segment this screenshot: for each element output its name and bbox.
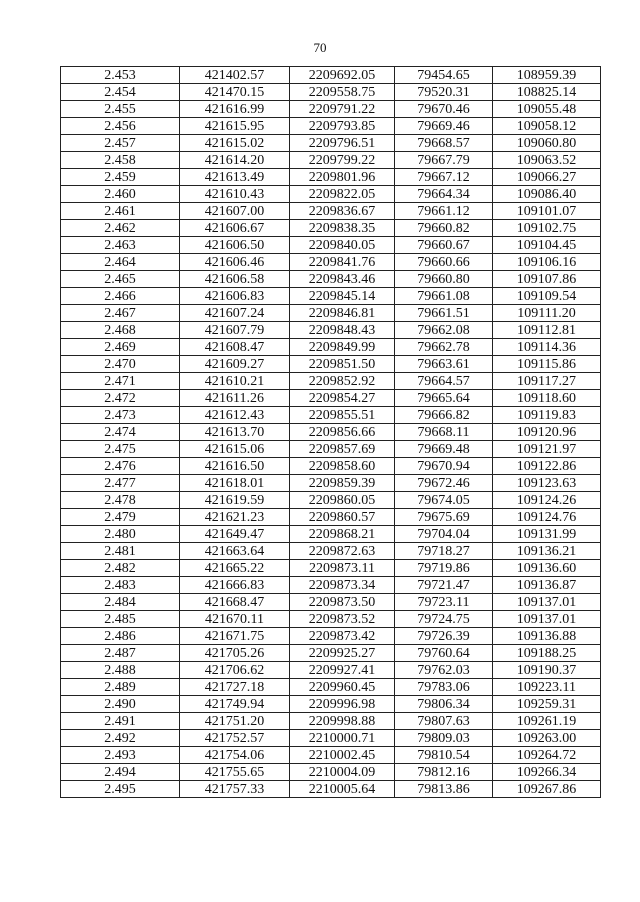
local-y-cell: 109118.60 <box>493 390 601 407</box>
local-x-cell: 79666.82 <box>395 407 493 424</box>
point-id-cell: 2.454 <box>61 84 180 101</box>
local-x-cell: 79661.51 <box>395 305 493 322</box>
table-row <box>61 220 601 237</box>
point-id-cell: 2.457 <box>61 135 180 152</box>
x-coordinate-cell: 421618.01 <box>180 475 290 492</box>
local-y-cell: 108959.39 <box>493 67 601 84</box>
x-coordinate-cell: 421663.64 <box>180 543 290 560</box>
point-id-cell: 2.492 <box>61 730 180 747</box>
x-coordinate-cell: 421755.65 <box>180 764 290 781</box>
x-coordinate-cell: 421621.23 <box>180 509 290 526</box>
local-x-cell: 79660.80 <box>395 271 493 288</box>
local-x-cell: 79668.57 <box>395 135 493 152</box>
table-row <box>61 577 601 594</box>
point-id-cell: 2.468 <box>61 322 180 339</box>
point-id-cell: 2.485 <box>61 611 180 628</box>
x-coordinate-cell: 421610.43 <box>180 186 290 203</box>
local-x-cell: 79663.61 <box>395 356 493 373</box>
y-coordinate-cell: 2209845.14 <box>290 288 395 305</box>
x-coordinate-cell: 421614.20 <box>180 152 290 169</box>
table-row <box>61 152 601 169</box>
local-x-cell: 79762.03 <box>395 662 493 679</box>
table-row <box>61 509 601 526</box>
local-y-cell: 109086.40 <box>493 186 601 203</box>
x-coordinate-cell: 421665.22 <box>180 560 290 577</box>
local-x-cell: 79670.94 <box>395 458 493 475</box>
y-coordinate-cell: 2210005.64 <box>290 781 395 798</box>
y-coordinate-cell: 2209558.75 <box>290 84 395 101</box>
y-coordinate-cell: 2209822.05 <box>290 186 395 203</box>
local-y-cell: 109104.45 <box>493 237 601 254</box>
y-coordinate-cell: 2209859.39 <box>290 475 395 492</box>
local-x-cell: 79661.12 <box>395 203 493 220</box>
point-id-cell: 2.465 <box>61 271 180 288</box>
local-x-cell: 79718.27 <box>395 543 493 560</box>
table-row <box>61 288 601 305</box>
local-x-cell: 79721.47 <box>395 577 493 594</box>
local-x-cell: 79661.08 <box>395 288 493 305</box>
point-id-cell: 2.472 <box>61 390 180 407</box>
point-id-cell: 2.453 <box>61 67 180 84</box>
point-id-cell: 2.484 <box>61 594 180 611</box>
point-id-cell: 2.470 <box>61 356 180 373</box>
local-y-cell: 109106.16 <box>493 254 601 271</box>
point-id-cell: 2.458 <box>61 152 180 169</box>
table-row <box>61 730 601 747</box>
local-x-cell: 79813.86 <box>395 781 493 798</box>
point-id-cell: 2.482 <box>61 560 180 577</box>
local-y-cell: 109190.37 <box>493 662 601 679</box>
point-id-cell: 2.478 <box>61 492 180 509</box>
point-id-cell: 2.494 <box>61 764 180 781</box>
x-coordinate-cell: 421649.47 <box>180 526 290 543</box>
local-y-cell: 109266.34 <box>493 764 601 781</box>
coordinate-table-body <box>61 67 601 798</box>
y-coordinate-cell: 2209799.22 <box>290 152 395 169</box>
point-id-cell: 2.487 <box>61 645 180 662</box>
x-coordinate-cell: 421402.57 <box>180 67 290 84</box>
x-coordinate-cell: 421612.43 <box>180 407 290 424</box>
x-coordinate-cell: 421470.15 <box>180 84 290 101</box>
table-row <box>61 764 601 781</box>
local-y-cell: 109060.80 <box>493 135 601 152</box>
local-x-cell: 79812.16 <box>395 764 493 781</box>
point-id-cell: 2.490 <box>61 696 180 713</box>
y-coordinate-cell: 2209860.05 <box>290 492 395 509</box>
local-y-cell: 109223.11 <box>493 679 601 696</box>
y-coordinate-cell: 2210004.09 <box>290 764 395 781</box>
point-id-cell: 2.488 <box>61 662 180 679</box>
x-coordinate-cell: 421611.26 <box>180 390 290 407</box>
point-id-cell: 2.493 <box>61 747 180 764</box>
x-coordinate-cell: 421606.50 <box>180 237 290 254</box>
table-row <box>61 305 601 322</box>
table-row <box>61 475 601 492</box>
table-row <box>61 118 601 135</box>
table-row <box>61 101 601 118</box>
table-row <box>61 407 601 424</box>
x-coordinate-cell: 421752.57 <box>180 730 290 747</box>
point-id-cell: 2.462 <box>61 220 180 237</box>
local-x-cell: 79760.64 <box>395 645 493 662</box>
point-id-cell: 2.467 <box>61 305 180 322</box>
table-row <box>61 84 601 101</box>
local-y-cell: 109124.76 <box>493 509 601 526</box>
x-coordinate-cell: 421757.33 <box>180 781 290 798</box>
local-y-cell: 109259.31 <box>493 696 601 713</box>
local-x-cell: 79726.39 <box>395 628 493 645</box>
local-x-cell: 79724.75 <box>395 611 493 628</box>
y-coordinate-cell: 2209840.05 <box>290 237 395 254</box>
y-coordinate-cell: 2209843.46 <box>290 271 395 288</box>
table-row <box>61 594 601 611</box>
local-y-cell: 109109.54 <box>493 288 601 305</box>
table-row <box>61 135 601 152</box>
local-x-cell: 79660.66 <box>395 254 493 271</box>
y-coordinate-cell: 2209791.22 <box>290 101 395 118</box>
local-x-cell: 79783.06 <box>395 679 493 696</box>
y-coordinate-cell: 2209996.98 <box>290 696 395 713</box>
local-y-cell: 109115.86 <box>493 356 601 373</box>
table-row <box>61 628 601 645</box>
local-x-cell: 79675.69 <box>395 509 493 526</box>
point-id-cell: 2.460 <box>61 186 180 203</box>
local-y-cell: 109120.96 <box>493 424 601 441</box>
y-coordinate-cell: 2209960.45 <box>290 679 395 696</box>
local-y-cell: 109136.60 <box>493 560 601 577</box>
x-coordinate-cell: 421610.21 <box>180 373 290 390</box>
local-y-cell: 109121.97 <box>493 441 601 458</box>
y-coordinate-cell: 2209873.34 <box>290 577 395 594</box>
local-x-cell: 79669.48 <box>395 441 493 458</box>
point-id-cell: 2.486 <box>61 628 180 645</box>
local-x-cell: 79719.86 <box>395 560 493 577</box>
x-coordinate-cell: 421607.00 <box>180 203 290 220</box>
coordinate-table <box>60 66 601 798</box>
local-x-cell: 79454.65 <box>395 67 493 84</box>
x-coordinate-cell: 421608.47 <box>180 339 290 356</box>
y-coordinate-cell: 2209801.96 <box>290 169 395 186</box>
local-x-cell: 79520.31 <box>395 84 493 101</box>
local-y-cell: 109111.20 <box>493 305 601 322</box>
local-x-cell: 79662.08 <box>395 322 493 339</box>
local-y-cell: 109267.86 <box>493 781 601 798</box>
y-coordinate-cell: 2209793.85 <box>290 118 395 135</box>
local-y-cell: 109136.87 <box>493 577 601 594</box>
local-y-cell: 109101.07 <box>493 203 601 220</box>
local-y-cell: 109117.27 <box>493 373 601 390</box>
table-row <box>61 322 601 339</box>
point-id-cell: 2.471 <box>61 373 180 390</box>
table-row <box>61 645 601 662</box>
local-y-cell: 109264.72 <box>493 747 601 764</box>
x-coordinate-cell: 421607.79 <box>180 322 290 339</box>
y-coordinate-cell: 2209873.50 <box>290 594 395 611</box>
point-id-cell: 2.483 <box>61 577 180 594</box>
y-coordinate-cell: 2209838.35 <box>290 220 395 237</box>
local-x-cell: 79674.05 <box>395 492 493 509</box>
local-y-cell: 109122.86 <box>493 458 601 475</box>
y-coordinate-cell: 2209860.57 <box>290 509 395 526</box>
table-row <box>61 186 601 203</box>
local-x-cell: 79810.54 <box>395 747 493 764</box>
x-coordinate-cell: 421606.67 <box>180 220 290 237</box>
local-x-cell: 79669.46 <box>395 118 493 135</box>
local-y-cell: 109137.01 <box>493 594 601 611</box>
x-coordinate-cell: 421670.11 <box>180 611 290 628</box>
table-row <box>61 560 601 577</box>
y-coordinate-cell: 2209852.92 <box>290 373 395 390</box>
local-x-cell: 79668.11 <box>395 424 493 441</box>
local-y-cell: 109107.86 <box>493 271 601 288</box>
local-y-cell: 109124.26 <box>493 492 601 509</box>
local-y-cell: 109123.63 <box>493 475 601 492</box>
y-coordinate-cell: 2209854.27 <box>290 390 395 407</box>
y-coordinate-cell: 2209855.51 <box>290 407 395 424</box>
table-row <box>61 271 601 288</box>
x-coordinate-cell: 421609.27 <box>180 356 290 373</box>
local-y-cell: 109188.25 <box>493 645 601 662</box>
y-coordinate-cell: 2210002.45 <box>290 747 395 764</box>
y-coordinate-cell: 2209796.51 <box>290 135 395 152</box>
local-x-cell: 79704.04 <box>395 526 493 543</box>
point-id-cell: 2.479 <box>61 509 180 526</box>
point-id-cell: 2.489 <box>61 679 180 696</box>
table-row <box>61 611 601 628</box>
point-id-cell: 2.463 <box>61 237 180 254</box>
point-id-cell: 2.455 <box>61 101 180 118</box>
local-y-cell: 109066.27 <box>493 169 601 186</box>
local-x-cell: 79667.79 <box>395 152 493 169</box>
local-y-cell: 109102.75 <box>493 220 601 237</box>
local-y-cell: 109136.88 <box>493 628 601 645</box>
table-row <box>61 67 601 84</box>
point-id-cell: 2.474 <box>61 424 180 441</box>
local-y-cell: 109136.21 <box>493 543 601 560</box>
table-row <box>61 441 601 458</box>
x-coordinate-cell: 421615.95 <box>180 118 290 135</box>
point-id-cell: 2.459 <box>61 169 180 186</box>
x-coordinate-cell: 421616.50 <box>180 458 290 475</box>
x-coordinate-cell: 421706.62 <box>180 662 290 679</box>
local-x-cell: 79672.46 <box>395 475 493 492</box>
local-y-cell: 109263.00 <box>493 730 601 747</box>
y-coordinate-cell: 2209873.42 <box>290 628 395 645</box>
local-x-cell: 79664.34 <box>395 186 493 203</box>
x-coordinate-cell: 421615.02 <box>180 135 290 152</box>
table-row <box>61 526 601 543</box>
point-id-cell: 2.491 <box>61 713 180 730</box>
y-coordinate-cell: 2209856.66 <box>290 424 395 441</box>
table-row <box>61 254 601 271</box>
y-coordinate-cell: 2209873.11 <box>290 560 395 577</box>
y-coordinate-cell: 2209868.21 <box>290 526 395 543</box>
point-id-cell: 2.464 <box>61 254 180 271</box>
table-row <box>61 203 601 220</box>
table-row <box>61 492 601 509</box>
table-row <box>61 339 601 356</box>
y-coordinate-cell: 2209858.60 <box>290 458 395 475</box>
local-y-cell: 109261.19 <box>493 713 601 730</box>
table-row <box>61 543 601 560</box>
table-row <box>61 390 601 407</box>
local-x-cell: 79667.12 <box>395 169 493 186</box>
x-coordinate-cell: 421615.06 <box>180 441 290 458</box>
y-coordinate-cell: 2209836.67 <box>290 203 395 220</box>
y-coordinate-cell: 2210000.71 <box>290 730 395 747</box>
x-coordinate-cell: 421666.83 <box>180 577 290 594</box>
point-id-cell: 2.476 <box>61 458 180 475</box>
table-row <box>61 781 601 798</box>
x-coordinate-cell: 421727.18 <box>180 679 290 696</box>
point-id-cell: 2.469 <box>61 339 180 356</box>
x-coordinate-cell: 421668.47 <box>180 594 290 611</box>
local-x-cell: 79670.46 <box>395 101 493 118</box>
x-coordinate-cell: 421749.94 <box>180 696 290 713</box>
local-y-cell: 109137.01 <box>493 611 601 628</box>
x-coordinate-cell: 421754.06 <box>180 747 290 764</box>
local-y-cell: 109119.83 <box>493 407 601 424</box>
y-coordinate-cell: 2209873.52 <box>290 611 395 628</box>
table-row <box>61 679 601 696</box>
table-row <box>61 373 601 390</box>
y-coordinate-cell: 2209925.27 <box>290 645 395 662</box>
point-id-cell: 2.473 <box>61 407 180 424</box>
local-y-cell: 109131.99 <box>493 526 601 543</box>
local-x-cell: 79806.34 <box>395 696 493 713</box>
point-id-cell: 2.480 <box>61 526 180 543</box>
table-row <box>61 713 601 730</box>
point-id-cell: 2.456 <box>61 118 180 135</box>
x-coordinate-cell: 421613.70 <box>180 424 290 441</box>
local-y-cell: 108825.14 <box>493 84 601 101</box>
y-coordinate-cell: 2209851.50 <box>290 356 395 373</box>
local-x-cell: 79660.67 <box>395 237 493 254</box>
table-row <box>61 424 601 441</box>
local-y-cell: 109114.36 <box>493 339 601 356</box>
x-coordinate-cell: 421616.99 <box>180 101 290 118</box>
table-row <box>61 237 601 254</box>
local-y-cell: 109055.48 <box>493 101 601 118</box>
x-coordinate-cell: 421606.58 <box>180 271 290 288</box>
point-id-cell: 2.461 <box>61 203 180 220</box>
y-coordinate-cell: 2209692.05 <box>290 67 395 84</box>
local-x-cell: 79665.64 <box>395 390 493 407</box>
y-coordinate-cell: 2209927.41 <box>290 662 395 679</box>
local-x-cell: 79662.78 <box>395 339 493 356</box>
y-coordinate-cell: 2209998.88 <box>290 713 395 730</box>
x-coordinate-cell: 421619.59 <box>180 492 290 509</box>
x-coordinate-cell: 421613.49 <box>180 169 290 186</box>
local-y-cell: 109112.81 <box>493 322 601 339</box>
local-x-cell: 79807.63 <box>395 713 493 730</box>
x-coordinate-cell: 421606.46 <box>180 254 290 271</box>
table-row <box>61 169 601 186</box>
table-row <box>61 696 601 713</box>
point-id-cell: 2.475 <box>61 441 180 458</box>
y-coordinate-cell: 2209846.81 <box>290 305 395 322</box>
table-row <box>61 662 601 679</box>
page-number: 70 <box>313 40 327 55</box>
point-id-cell: 2.466 <box>61 288 180 305</box>
x-coordinate-cell: 421607.24 <box>180 305 290 322</box>
local-x-cell: 79664.57 <box>395 373 493 390</box>
y-coordinate-cell: 2209841.76 <box>290 254 395 271</box>
table-row <box>61 747 601 764</box>
x-coordinate-cell: 421751.20 <box>180 713 290 730</box>
y-coordinate-cell: 2209872.63 <box>290 543 395 560</box>
local-y-cell: 109063.52 <box>493 152 601 169</box>
local-x-cell: 79660.82 <box>395 220 493 237</box>
local-x-cell: 79809.03 <box>395 730 493 747</box>
y-coordinate-cell: 2209857.69 <box>290 441 395 458</box>
point-id-cell: 2.495 <box>61 781 180 798</box>
local-y-cell: 109058.12 <box>493 118 601 135</box>
table-row <box>61 458 601 475</box>
y-coordinate-cell: 2209849.99 <box>290 339 395 356</box>
local-x-cell: 79723.11 <box>395 594 493 611</box>
y-coordinate-cell: 2209848.43 <box>290 322 395 339</box>
x-coordinate-cell: 421671.75 <box>180 628 290 645</box>
point-id-cell: 2.481 <box>61 543 180 560</box>
x-coordinate-cell: 421705.26 <box>180 645 290 662</box>
table-row <box>61 356 601 373</box>
point-id-cell: 2.477 <box>61 475 180 492</box>
x-coordinate-cell: 421606.83 <box>180 288 290 305</box>
